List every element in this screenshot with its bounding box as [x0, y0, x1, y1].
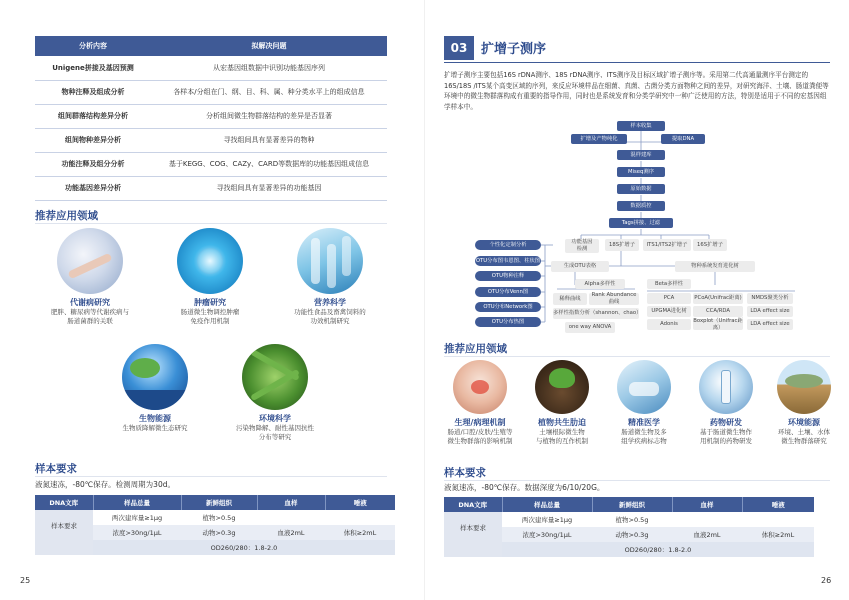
app-energy [763, 360, 845, 446]
analysis-purpose: 寻找组间具有显著差异的功能基因 [151, 176, 387, 200]
intro-paragraph: 扩增子测序主要包括16S rDNA测序、18S rDNA测序、ITS测序及目标区域扩增子测序等。采用第二代高通量测序平台测定的16S/18S /ITS某个高变区域的序列，来反应环境样品在细菌、真菌、古菌分类方面物种之间的差异，对研究海洋、土壤、肠道粪便等环境中的微生物群落构成有重要的指导作用，同时也是系统发育和分类学研究中一种广泛使用的方法，特别是适用于不同的宏基因组学样本中。 [444, 71, 829, 111]
flow-node: CCA/RDA [693, 306, 743, 317]
flow-node: LDA effect size [747, 306, 793, 317]
flow-node: OTU分布Venn图 [475, 287, 541, 297]
col-header: 新鲜组织 [592, 497, 672, 512]
table-cell: 浓度>30ng/1μL [502, 527, 592, 542]
col-header: 样品总量 [502, 497, 592, 512]
table-row [35, 176, 387, 200]
app-drug [685, 360, 767, 446]
flow-node: Miseq测序 [617, 167, 665, 177]
app-title: 生理/病理机制 [454, 418, 506, 427]
app-precision-medicine [603, 360, 685, 446]
analysis-item: 功能注释及组分分析 [35, 152, 151, 176]
flow-node: LDA effect size [747, 319, 793, 330]
col-header: DNA文库 [444, 497, 502, 512]
precision-medicine-image [617, 360, 671, 414]
table-row [35, 152, 387, 176]
col-header: 血样 [257, 495, 325, 510]
app-desc: 肠道/口腔/皮肤/生殖等 [447, 428, 513, 436]
table-cell [672, 512, 742, 527]
flow-node: 功能基因 检测 [565, 239, 599, 253]
analysis-table [35, 36, 387, 201]
app-bioenergy [100, 344, 210, 433]
header-line [444, 62, 830, 63]
app-desc: 功能性食品及畜禽饲料的 [294, 308, 366, 316]
section-title: 扩增子测序 [481, 42, 547, 57]
analysis-purpose: 各样本/分组在门、纲、目、科、属、种分类水平上的组成信息 [151, 80, 387, 104]
page-right [425, 0, 849, 600]
section-divider [35, 476, 387, 477]
analysis-purpose: 基于KEGG、COG、CAZy、CARD等数据库的功能基因组成信息 [151, 152, 387, 176]
flow-node: one way ANOVA [565, 322, 615, 333]
app-title: 肿瘤研究 [194, 298, 226, 307]
flow-node: 物种系统发育进化树 [675, 261, 755, 272]
sample-note: 液氮速冻，-80℃保存。数据深度为6/10/20G。 [444, 483, 605, 492]
flow-node: OTU分布热图 [475, 317, 541, 327]
app-title: 精准医学 [628, 418, 660, 427]
app-environment [215, 344, 335, 442]
sample-table [444, 497, 814, 557]
flow-node: PCA [647, 293, 691, 304]
table-cell: 血液2mL [672, 527, 742, 542]
flow-node: Boxplot（Unifrac距离） [693, 317, 743, 331]
analysis-item: Unigene拼接及基因预测 [35, 56, 151, 80]
environment-image [242, 344, 308, 410]
sample-table [35, 495, 395, 555]
app-title: 环境科学 [259, 414, 291, 423]
table-cell [325, 510, 395, 525]
app-title: 代谢病研究 [70, 298, 110, 307]
page-number: 25 [20, 576, 31, 585]
app-metabolic [30, 228, 150, 326]
table-cell: OD260/280：1.8-2.0 [93, 540, 395, 555]
flow-node: 提取DNA [661, 134, 705, 144]
app-desc: 微生物群落研究 [781, 437, 827, 445]
page-number: 26 [821, 576, 832, 585]
sample-note: 液氮速冻，-80℃保存。检测周期为30d。 [35, 480, 175, 489]
app-desc: 肥胖、糖尿病等代谢疾病与 [51, 308, 129, 316]
flow-node: 个性化定制分析 [475, 240, 541, 250]
flow-node: PCoA(Unifrac距离) [693, 293, 743, 304]
sample-section-title: 样本要求 [444, 467, 486, 479]
flow-node: Tags拼接、过滤 [609, 218, 673, 228]
flow-node: 原始数据 [617, 184, 665, 194]
app-desc: 肠道微生物调控肿瘤 [180, 308, 240, 316]
analysis-header-content: 分析内容 [35, 36, 151, 56]
analysis-purpose: 从宏基因组数据中识别功能基因序列 [151, 56, 387, 80]
table-row [35, 540, 395, 555]
table-cell: 两次建库量≥1μg [93, 510, 181, 525]
app-desc: 功效机制研究 [310, 317, 350, 325]
flow-node: Rank Abundance 曲线 [589, 293, 639, 305]
analysis-item: 物种注释及组成分析 [35, 80, 151, 104]
flow-node: 生成OTU表格 [551, 261, 609, 272]
app-physiology [439, 360, 521, 446]
app-desc: 微生物群落的影响机制 [447, 437, 513, 445]
flow-node: ITS1/ITS2扩增子 [643, 239, 691, 251]
row-header: 样本要求 [35, 510, 93, 540]
table-cell: 两次建库量≥1μg [502, 512, 592, 527]
table-row [35, 104, 387, 128]
app-tumor [155, 228, 265, 326]
table-cell: 动物>0.3g [592, 527, 672, 542]
drug-image [699, 360, 753, 414]
table-cell [742, 512, 814, 527]
physiology-image [453, 360, 507, 414]
table-cell: 浓度>30ng/1μL [93, 525, 181, 540]
analysis-item: 组间物种差异分析 [35, 128, 151, 152]
section-number: 03 [444, 36, 474, 60]
table-row [444, 512, 814, 527]
app-title: 环境能源 [788, 418, 820, 427]
app-desc: 分布等研究 [258, 433, 292, 441]
col-header: 新鲜组织 [181, 495, 257, 510]
row-header-empty [444, 542, 502, 557]
table-cell: OD260/280：1.8-2.0 [502, 542, 814, 557]
table-cell: 体积≥2mL [325, 525, 395, 540]
table-cell [257, 510, 325, 525]
app-desc: 环境、土壤、水体 [778, 428, 830, 436]
flow-node: 数据质控 [617, 201, 665, 211]
flow-node: 样本收集 [617, 121, 665, 131]
table-row [35, 510, 395, 525]
flow-node: 18S扩增子 [605, 239, 639, 251]
row-header: 样本要求 [444, 512, 502, 542]
bioenergy-image [122, 344, 188, 410]
app-title: 药物研发 [710, 418, 742, 427]
analysis-item: 功能基因差异分析 [35, 176, 151, 200]
analysis-purpose: 寻找组间具有显著差异的物种 [151, 128, 387, 152]
col-header: 样品总量 [93, 495, 181, 510]
app-nutrition [270, 228, 390, 326]
flow-node: Alpha多样性 [575, 279, 625, 289]
app-title: 植物共生肋迫 [538, 418, 586, 427]
table-row [35, 80, 387, 104]
flow-node: 混样建库 [617, 150, 665, 160]
analysis-purpose: 分析组间微生物群落结构的差异是否显著 [151, 104, 387, 128]
sample-section-title: 样本要求 [35, 463, 77, 475]
table-cell: 植物>0.5g [592, 512, 672, 527]
col-header: 唾液 [325, 495, 395, 510]
flow-node: OTU物种注释 [475, 271, 541, 281]
tumor-image [177, 228, 243, 294]
section-divider [35, 223, 387, 224]
app-desc: 与植物的互作机制 [536, 437, 588, 445]
app-desc: 肠道菌群的关联 [67, 317, 113, 325]
app-title: 生物能源 [139, 414, 171, 423]
flow-node: NMDS聚类分析 [747, 293, 793, 304]
flow-node: 16S扩增子 [693, 239, 727, 251]
page-left [0, 0, 424, 600]
app-desc: 用机制的药物研发 [700, 437, 752, 445]
table-row [35, 128, 387, 152]
app-desc: 组学疾病标志物 [621, 437, 667, 445]
col-header: 血样 [672, 497, 742, 512]
table-cell: 动物>0.3g [181, 525, 257, 540]
col-header: 唾液 [742, 497, 814, 512]
col-header: DNA文库 [35, 495, 93, 510]
row-header-empty [35, 540, 93, 555]
flow-node: 稀释曲线 [553, 293, 587, 305]
section-divider [444, 356, 830, 357]
flow-node: Beta多样性 [647, 279, 691, 289]
app-plant [521, 360, 603, 446]
nutrition-image [297, 228, 363, 294]
app-desc: 免疫作用机制 [190, 317, 230, 325]
app-section-title: 推荐应用领域 [35, 210, 98, 222]
app-section-title: 推荐应用领域 [444, 343, 507, 355]
section-divider [444, 480, 830, 481]
table-row [444, 542, 814, 557]
app-desc: 基于肠道微生物作 [700, 428, 752, 436]
analysis-header-problem: 拟解决问题 [151, 36, 387, 56]
table-cell: 植物>0.5g [181, 510, 257, 525]
table-cell: 血液2mL [257, 525, 325, 540]
flow-node: Adonis [647, 319, 691, 330]
flow-node: OTU分布图韦恩图、柱状图 [475, 256, 541, 266]
flow-node: OTU分布Network图 [475, 302, 541, 312]
analysis-item: 组间群落结构差异分析 [35, 104, 151, 128]
plant-image [535, 360, 589, 414]
metabolic-image [57, 228, 123, 294]
app-title: 营养科学 [314, 298, 346, 307]
flow-node: UPGMA进化树 [647, 306, 691, 317]
app-desc: 肠道微生物及多 [621, 428, 667, 436]
app-desc: 土壤根际微生物 [539, 428, 585, 436]
table-row [35, 56, 387, 80]
flow-node: 多样性指数分析（shannon、chao） [553, 308, 639, 319]
energy-image [777, 360, 831, 414]
table-cell: 体积≥2mL [742, 527, 814, 542]
app-desc: 生物质降解微生态研究 [122, 424, 188, 432]
app-desc: 污染物降解、耐性基因抗性 [236, 424, 314, 432]
flow-node: 扩增及产物纯化 [571, 134, 627, 144]
